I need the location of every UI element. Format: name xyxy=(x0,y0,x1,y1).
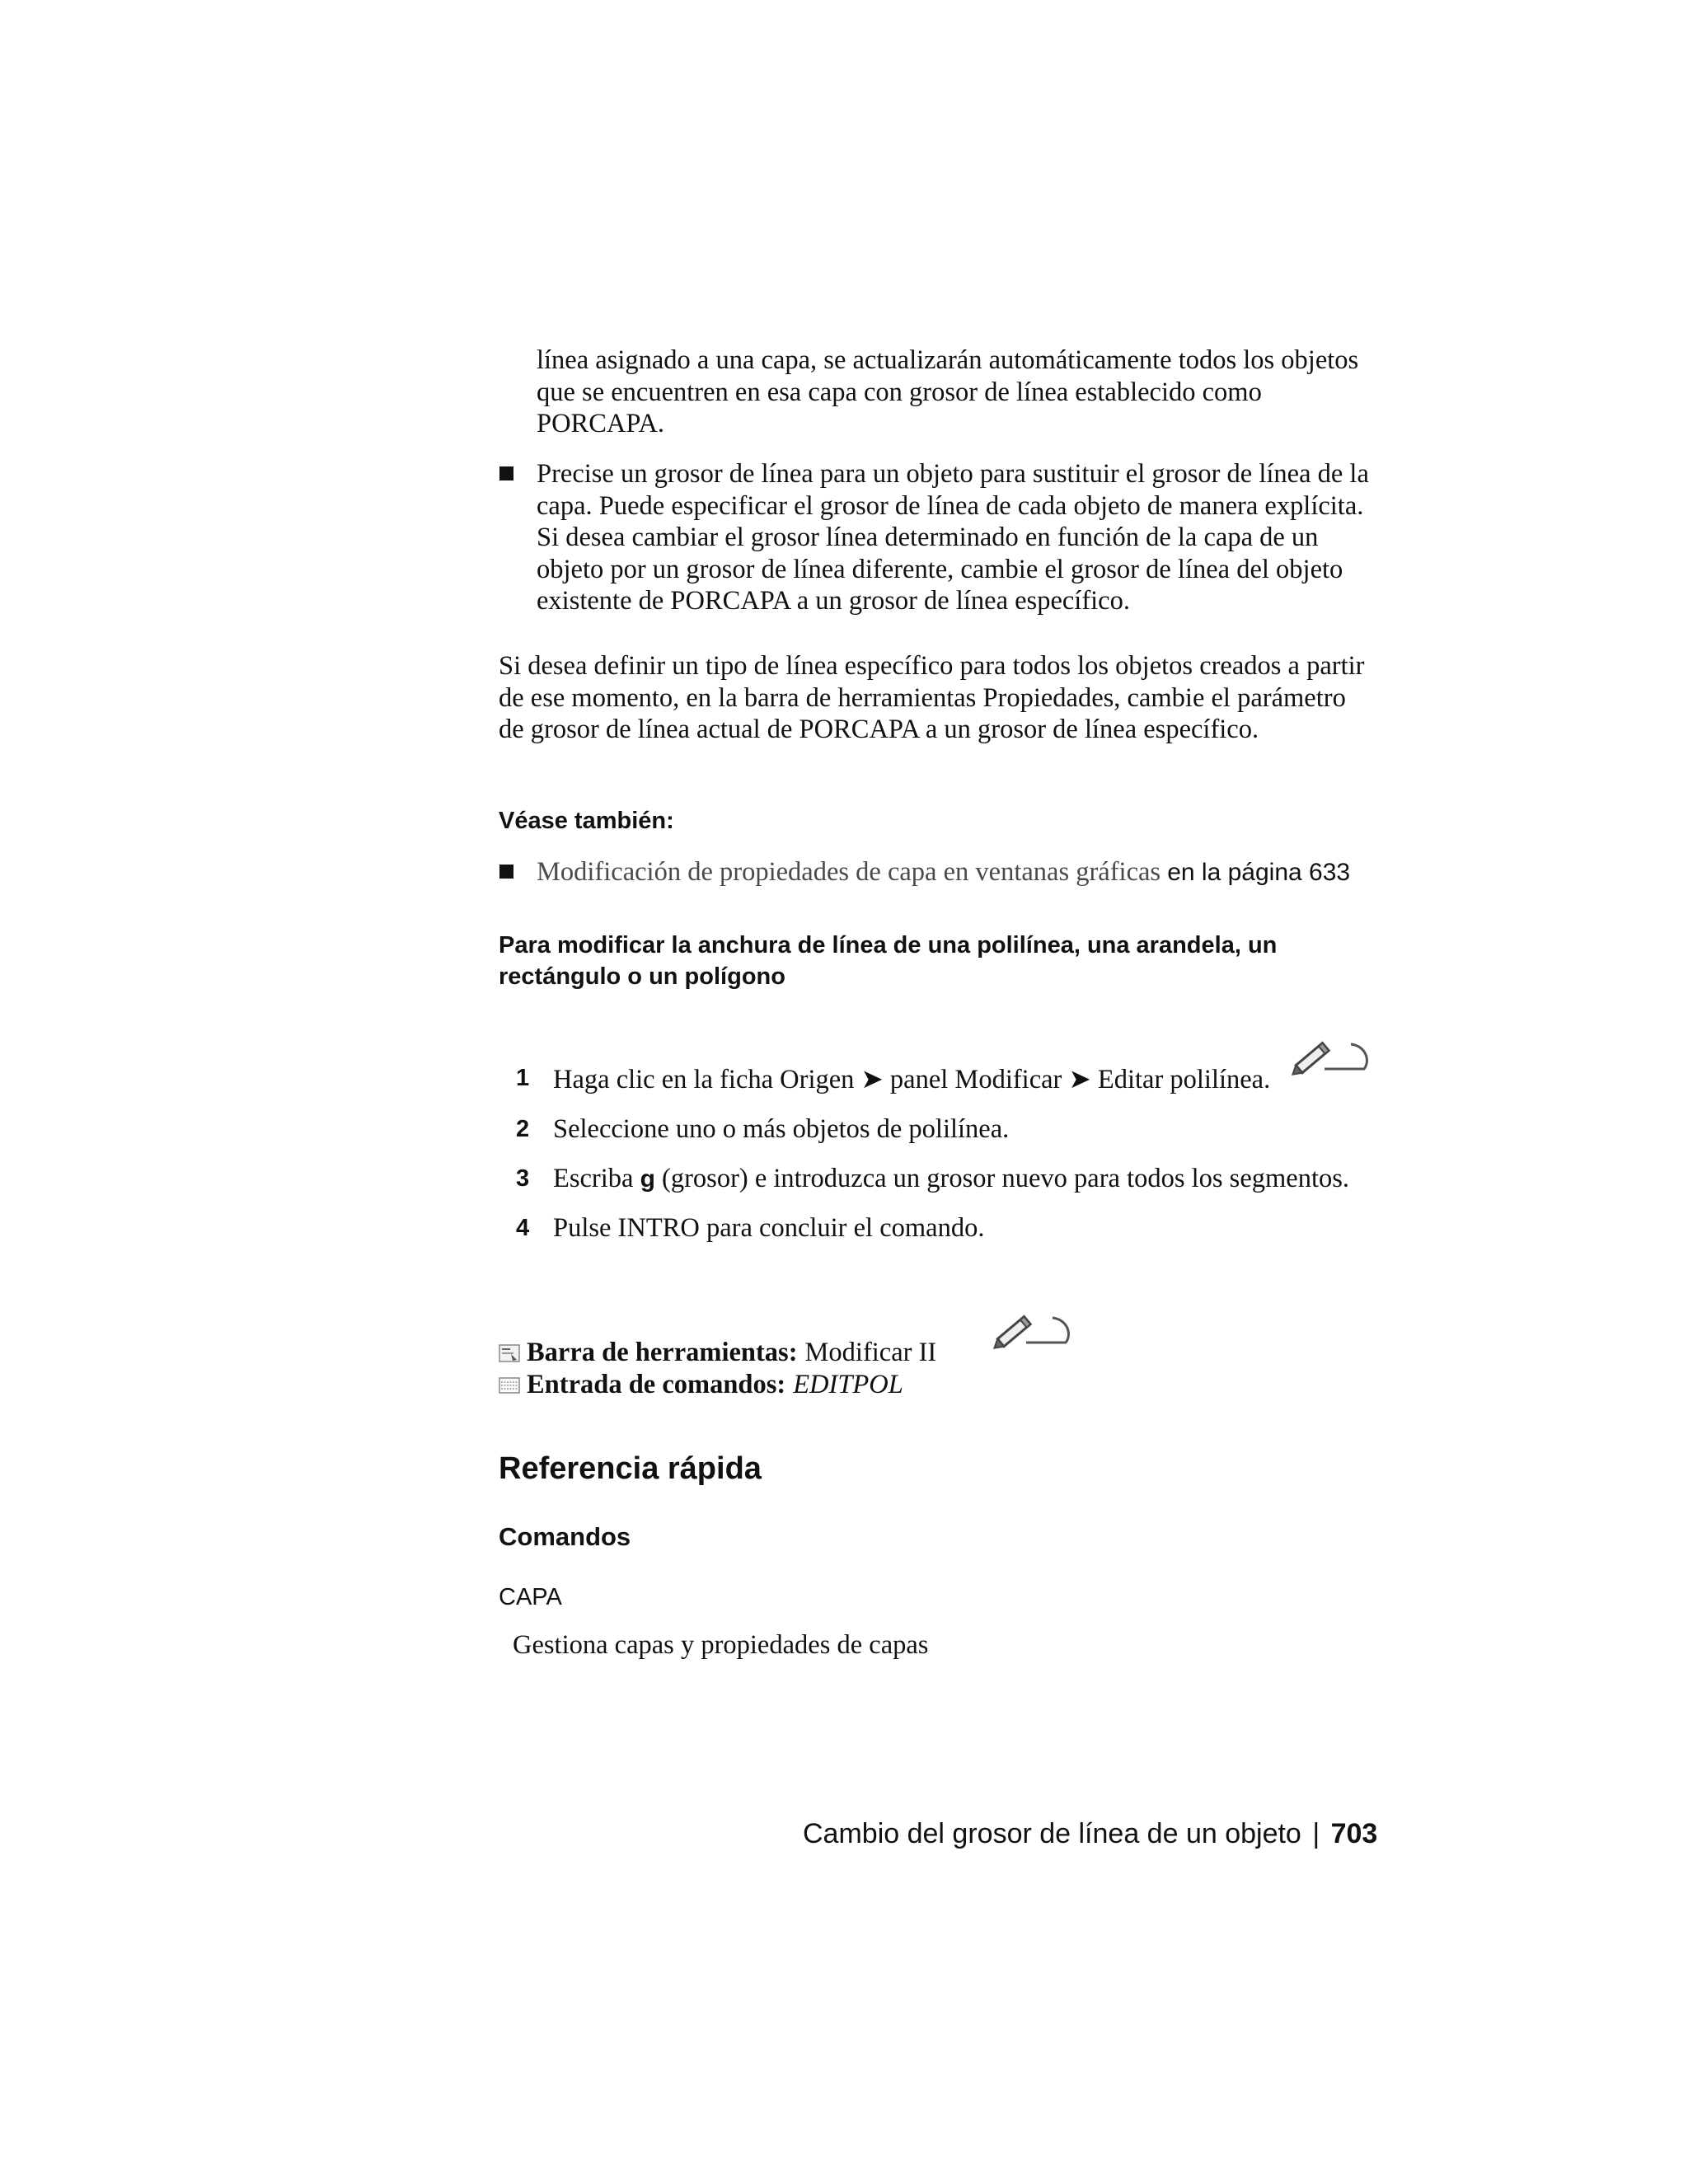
page-footer xyxy=(803,1818,1377,1850)
toolbar-info-line xyxy=(499,1338,936,1368)
command-value: EDITPOL xyxy=(793,1370,903,1399)
step-text-4: Pulse INTRO para concluir el comando. xyxy=(553,1213,985,1243)
step-text-3-pre: Escriba xyxy=(553,1164,640,1193)
toolbar-icon xyxy=(499,1344,520,1362)
edit-polyline-icon xyxy=(993,1310,1071,1351)
edit-polyline-icon xyxy=(1292,1036,1369,1077)
see-also-link[interactable]: Modificación de propiedades de capa en ventanas gráficas xyxy=(537,857,1161,887)
step-number-4: 4 xyxy=(516,1215,530,1241)
footer-title: Cambio del grosor de línea de un objeto xyxy=(803,1818,1301,1849)
page-number: 703 xyxy=(1330,1818,1378,1849)
procedure-heading: Para modificar la anchura de línea de una polilínea, una arandela, un rectángulo o un polígono xyxy=(499,932,1278,990)
step-text-1: Haga clic en la ficha Origen ➤ panel Modificar ➤ Editar polilínea. xyxy=(553,1065,1271,1094)
step-text-2: Seleccione uno o más objetos de polilínea. xyxy=(553,1114,1010,1144)
commands-subheading: Comandos xyxy=(499,1522,631,1551)
step-text-3-bold: g xyxy=(640,1165,655,1193)
see-also-page-ref: en la página 633 xyxy=(1167,859,1351,886)
command-capa: CAPA xyxy=(499,1584,562,1610)
step-text-3-post: (grosor) e introduzca un grosor nuevo para todos los segmentos. xyxy=(654,1164,1350,1193)
step-number-2: 2 xyxy=(516,1116,530,1142)
quick-reference-heading: Referencia rápida xyxy=(499,1451,762,1486)
bullet-precise: Precise un grosor de línea para un objeto para sustituir el grosor de línea de la capa. Puede especificar el grosor de línea de cada objeto de manera explícita. Si desea cambiar el grosor línea determinado en función de la capa de un objeto por un grosor de línea diferente, cambie el grosor de línea del objeto existente de PORCAPA a un grosor de línea específico. xyxy=(537,459,1369,616)
intro-continuation: línea asignado a una capa, se actualizarán automáticamente todos los objetos que se encuentren en esa capa con grosor de línea establecido como PORCAPA. xyxy=(537,345,1359,438)
footer-separator: | xyxy=(1312,1818,1320,1849)
square-bullet-icon xyxy=(499,466,513,480)
command-line-icon xyxy=(499,1376,520,1394)
command-capa-description: Gestiona capas y propiedades de capas xyxy=(513,1630,929,1660)
toolbar-value: Modificar II xyxy=(804,1338,937,1367)
step-text-3 xyxy=(553,1164,1349,1194)
toolbar-label: Barra de herramientas: xyxy=(527,1338,798,1367)
step-number-3: 3 xyxy=(516,1165,530,1192)
paragraph-specific-lineweight: Si desea definir un tipo de línea específico para todos los objetos creados a partir de ese momento, en la barra de herramientas Propiedades, cambie el parámetro de grosor de línea actual de PORCAPA a un grosor de línea específico. xyxy=(499,651,1365,744)
command-info-line xyxy=(499,1370,903,1400)
see-also-heading: Véase también: xyxy=(499,808,674,834)
see-also-item xyxy=(537,856,1350,889)
square-bullet-icon xyxy=(499,865,513,879)
step-number-1: 1 xyxy=(516,1065,530,1091)
command-label: Entrada de comandos: xyxy=(527,1370,786,1399)
